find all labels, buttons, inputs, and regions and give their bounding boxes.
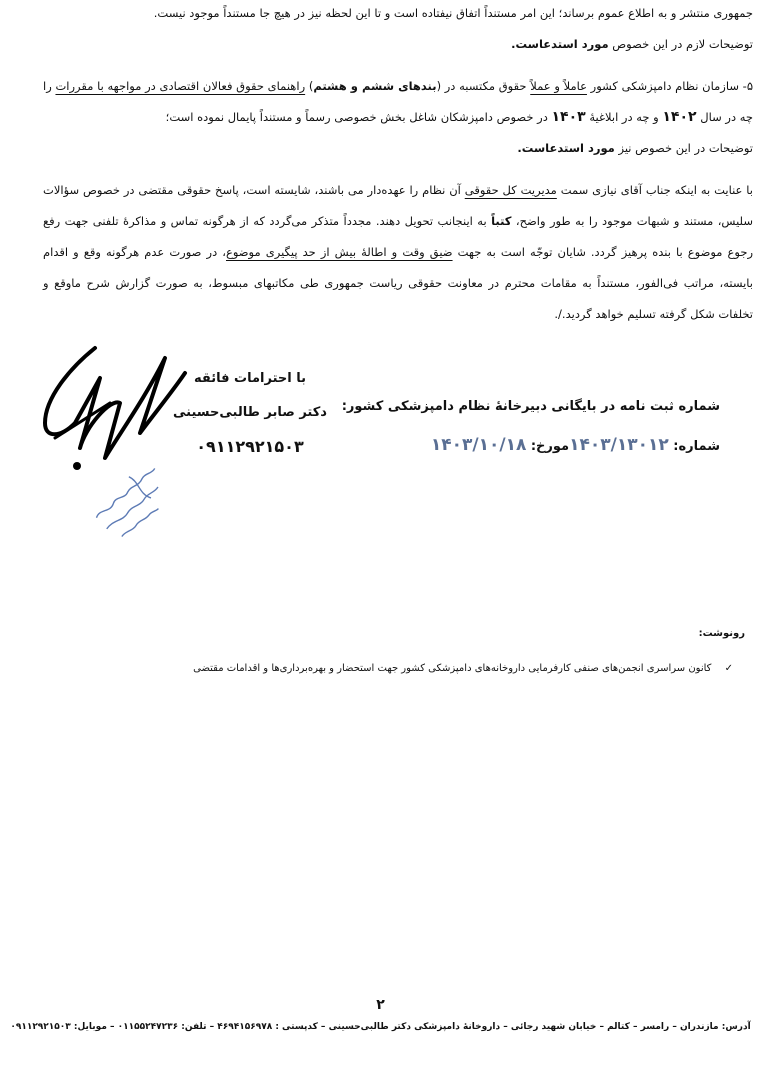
p2-text-1: ۵- سازمان نظام دامپزشکی کشور xyxy=(586,79,754,93)
p1-line2-bold: مورد استدعاست. xyxy=(511,37,609,51)
p3-underline-1: مدیریت کل حقوقی xyxy=(464,183,557,197)
registration-date-value: ۱۴۰۳/۱۰/۱۸ xyxy=(430,435,527,455)
p2-text-4: را چه در سال xyxy=(43,79,753,124)
p3-text-4: ، در صورت عدم هرگونه وقع و اقدام بایسته، مراتب فی‌الفور، مستنداً به مقامات محترم در معاونت حقوقی ریاست جمهوری طی مکاتبهای مبسوط، به صورت گزارش شرح ماوقع و تخلفات شکل گرفته تسلیم خواهد گردید./. xyxy=(43,245,753,321)
p2-text-2: حقوق مکتسبه در ( xyxy=(436,79,531,93)
p1-line2: توضیحات لازم در این خصوص xyxy=(608,37,753,51)
footer-address: آدرس: مازندران – رامسر – کتالم – خیابان شهید رجائی – داروخانهٔ دامپزشکی دکتر طالبی‌حسینی – کدپستی : ۴۶۹۴۱۵۶۹۷۸ – تلفن: ۰۱۱۵۵۲۴۷۲۳۶ – موبایل: ۰۹۱۱۲۹۲۱۵۰۳ xyxy=(10,1022,751,1032)
p2-text-5: و چه در ابلاغیهٔ xyxy=(585,110,663,124)
registration-label: شماره ثبت نامه در بایگانی دبیرخانهٔ نظام دامپزشکی کشور: xyxy=(341,399,720,414)
p2-bold-1: بندهای ششم و هشتم xyxy=(313,79,437,93)
p2-underline-1: عاملاً و عملاً xyxy=(530,79,587,93)
page-number: ۲ xyxy=(376,997,385,1013)
p1-line1: جمهوری منتشر و به اطلاع عموم برساند؛ این امر مستنداً اتفاق نیفتاده است و تا این لحظه نیز در هیچ جا مستنداً موجود نیست. xyxy=(153,6,753,20)
closing-respect: با احترامات فائقه xyxy=(194,371,306,386)
registration-number-line xyxy=(250,430,720,462)
closing-name: دکتر صابر طالبی‌حسینی xyxy=(173,405,327,420)
p2-text-6: در خصوص دامپزشکان شاغل بخش خصوصی رسماً و مستنداً پایمال نموده است؛ xyxy=(165,110,552,124)
p3-text-1: با عنایت به اینکه جناب آقای نیازی سمت xyxy=(556,183,753,197)
p3-bold-1: کتباً xyxy=(491,214,512,228)
p3-text-3: به اینجانب تحویل دهند. مجدداً متذکر می‌گردد که از هرگونه تماس و مذاکرهٔ تلفنی جهت رفع رجوع موضوع با بنده پرهیز گردد. شایان توجّه است به جهت xyxy=(43,214,753,259)
paragraph-item-5 xyxy=(43,71,753,164)
p2-last-bold: مورد استدعاست. xyxy=(517,141,615,155)
p3-underline-2: ضیق وقت و اطالهٔ بیش از حد پیگیری موضوع xyxy=(225,245,453,259)
registration-number-value: ۱۴۰۳/۱۳۰۱۲ xyxy=(569,435,669,455)
p3-text-2: آن نظام را عهده‌دار می باشند، شایسته است، پاسخ حقوقی مقتضی در خصوص سؤالات سلیس، مستند و شبهات موجود را به طور واضح، xyxy=(43,183,753,228)
paragraph-continuation xyxy=(43,0,753,60)
p2-last: توضیحات در این خصوص نیز xyxy=(614,141,753,155)
p2-text-3: ) xyxy=(305,79,314,93)
checkmark-icon: ✓ xyxy=(724,663,733,674)
registration-date-label: مورخ: xyxy=(530,439,570,454)
closing-phone: ۰۹۱۱۲۹۲۱۵۰۳ xyxy=(196,437,304,456)
cc-item-text: کانون سراسری انجمن‌های صنفی کارفرمایی داروخانه‌های دامپزشکی کشور جهت استحضار و بهره‌برداری‌ها و اقدامات مقتضی xyxy=(193,663,712,674)
paragraph-request xyxy=(43,175,753,330)
cc-label: رونوشت: xyxy=(698,628,745,639)
registration-block xyxy=(250,392,720,462)
cc-item xyxy=(193,663,733,674)
p2-underline-2: راهنمای حقوق فعالان اقتصادی در مواجهه با مقررات xyxy=(55,79,306,93)
p2-year-1: ۱۴۰۲ xyxy=(662,109,697,125)
registration-number-label: شماره: xyxy=(673,439,720,454)
p2-year-2: ۱۴۰۳ xyxy=(551,109,586,125)
